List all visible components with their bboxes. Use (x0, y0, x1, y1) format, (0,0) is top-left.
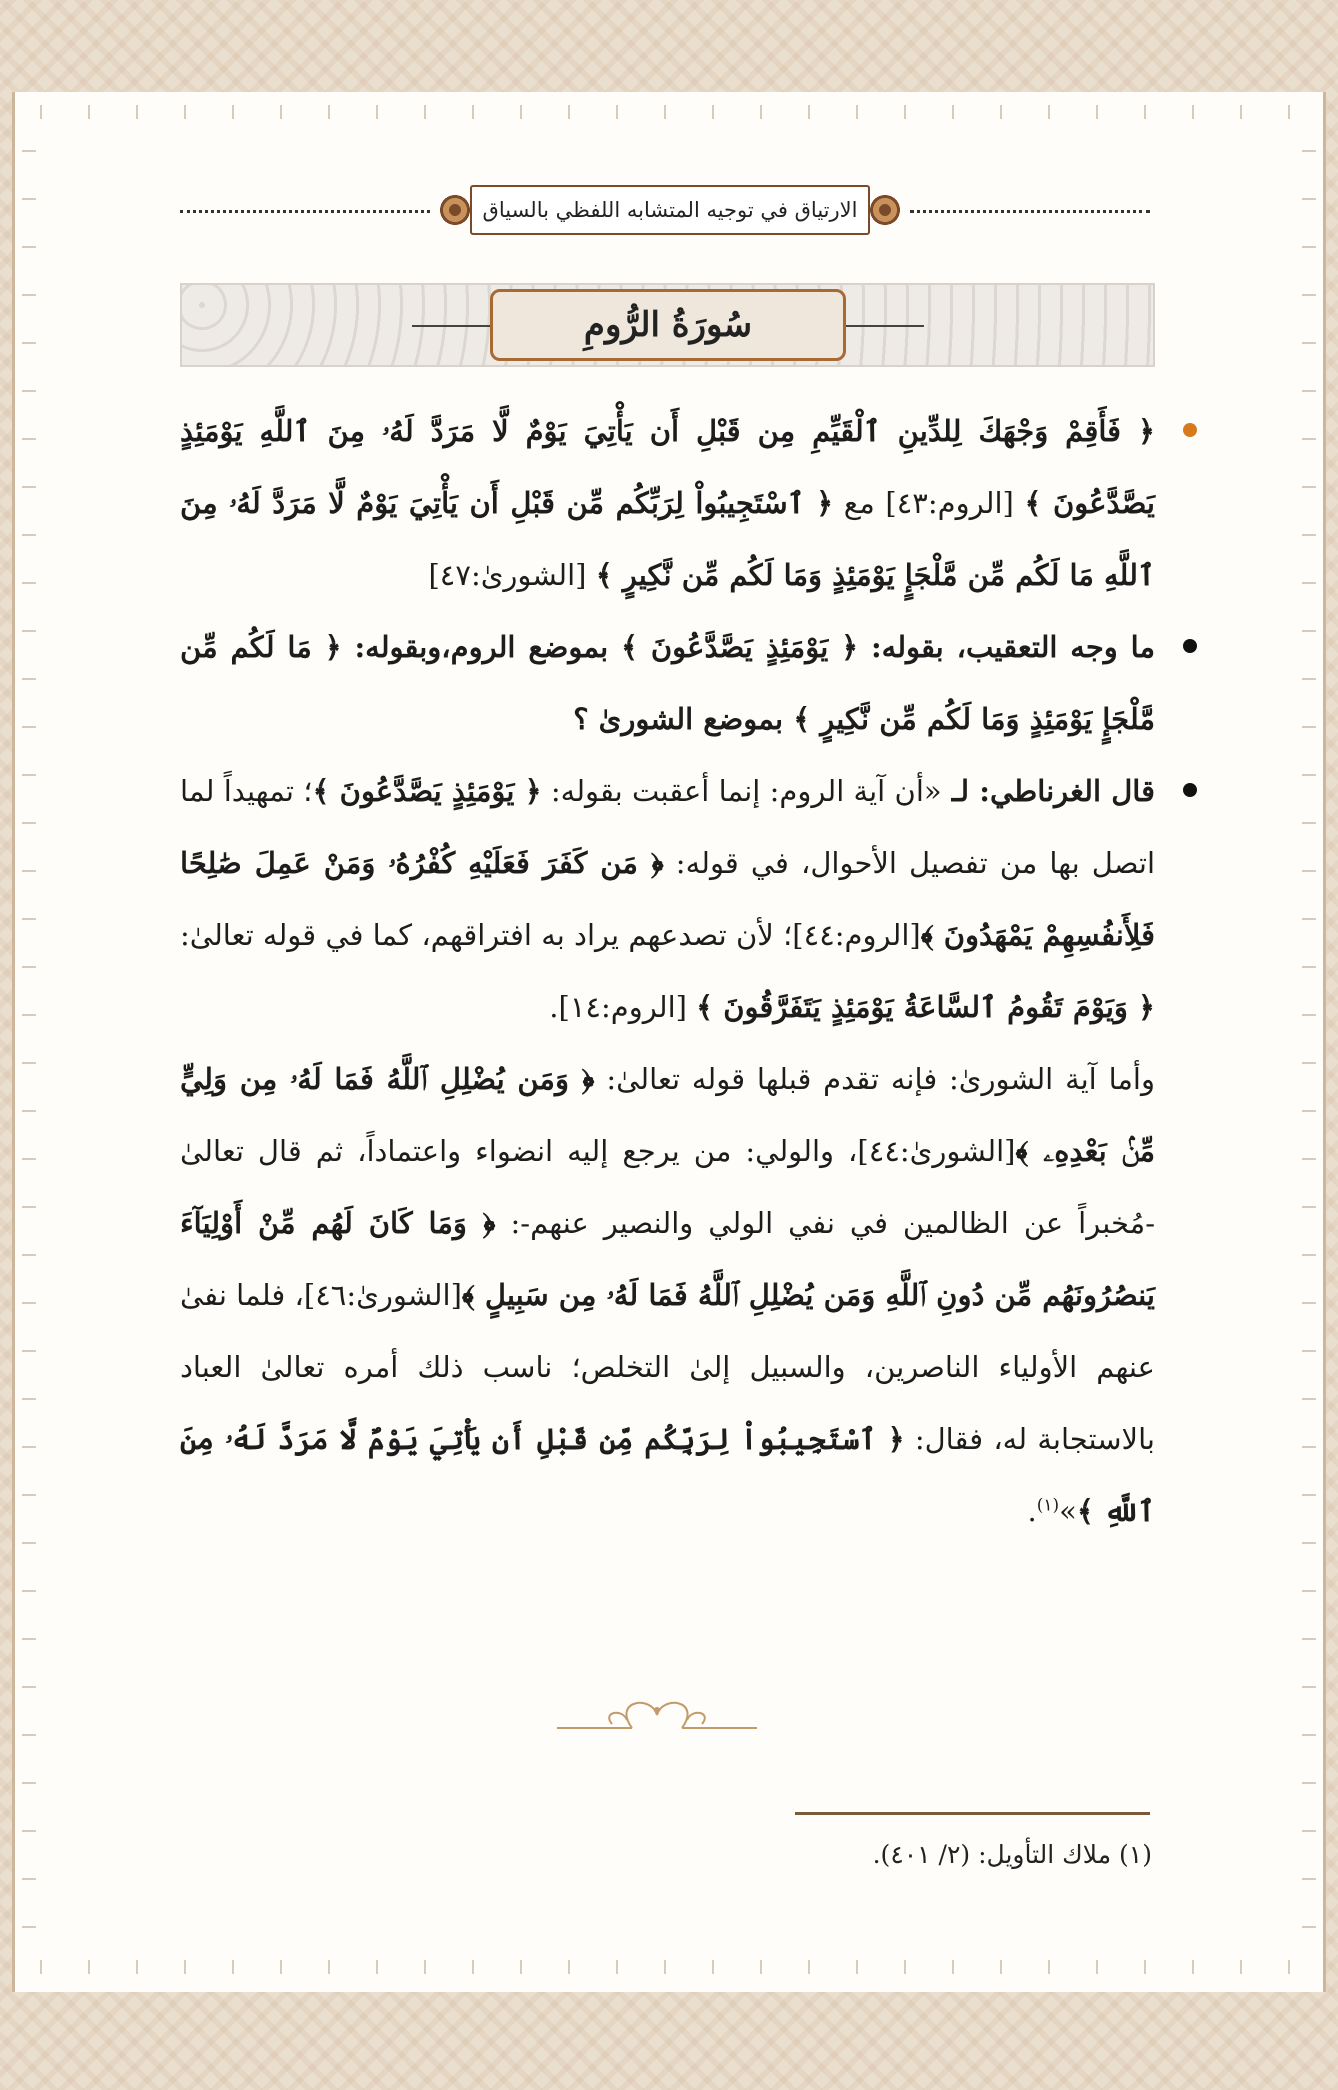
author-label: قال الغرناطي: لـ (941, 774, 1155, 808)
quran-verse: ﴿ مَن كَفَرَ فَعَلَيْهِ كُفْرُهُۥ وَمَنْ عَمِلَ صَٰلِحًا فَلِأَنفُسِهِمْ يَمْهَدُونَ ﴾ (180, 846, 1156, 952)
footnote-marker[interactable]: (١) (1036, 1495, 1060, 1516)
footnote: (١) ملاك التأويل: (٢/ ٤٠١). (872, 1840, 1152, 1869)
quote-text: [الروم:١٤]. (549, 990, 697, 1024)
top-tick-border (40, 105, 1298, 119)
question-text: ما وجه التعقيب، بقوله: (858, 630, 1155, 664)
body-text: [الشورىٰ:٤٦]، فلما نفىٰ عنهم الأولياء الناصرين، والسبيل إلىٰ التخلص؛ ناسب ذلك أمره تعالىٰ العباد بالاستجابة له، فقال: (180, 1278, 1156, 1456)
body-text: . (1027, 1494, 1037, 1528)
running-header (180, 185, 1150, 237)
quran-verse: ﴿ ٱسْتَجِيبُواْ لِرَبِّكُم مِّن قَبْلِ أَن يَأْتِيَ يَوْمٌ لَّا مَرَدَّ لَهُۥ مِنَ ٱللَّهِ ﴾ (180, 1422, 1155, 1528)
question-text: بموضع الروم،وبقوله: (341, 630, 622, 664)
list-item (180, 755, 1155, 1043)
verse-reference: [الشورىٰ:٤٧] (428, 558, 596, 592)
closing-ornament-icon (552, 1690, 762, 1740)
quran-verse: ﴿ يَوْمَئِذٍ يَصَّدَّعُونَ ﴾ (312, 774, 542, 808)
left-tick-border (22, 150, 36, 1970)
body-text: » (1059, 1494, 1077, 1528)
surah-heading-band (180, 283, 1155, 367)
bottom-tick-border (40, 1960, 1298, 1974)
header-title: الارتياق في توجيه المتشابه اللفظي بالسياق (470, 185, 870, 235)
bullet-icon (1183, 639, 1197, 653)
surah-line-right (844, 325, 924, 327)
body-text: [الشورىٰ:٤٤]، والولي: من يرجع إليه انضواء واعتماداً، ثم قال تعالىٰ -مُخبراً عن الظالمين في نفي الولي والنصير عنهم-: (180, 1134, 1156, 1240)
question-text: بموضع الشورىٰ ؟ (573, 702, 794, 736)
list-item (180, 611, 1155, 755)
bullet-icon (1183, 783, 1197, 797)
surah-line-left (412, 325, 492, 327)
quran-verse: ﴿ وَيَوْمَ تَقُومُ ٱلسَّاعَةُ يَوْمَئِذٍ يَتَفَرَّقُونَ ﴾ (696, 990, 1155, 1024)
header-dots-right (910, 210, 1150, 213)
body-paragraph (180, 1043, 1155, 1547)
quran-verse: ﴿ فَأَقِمْ وَجْهَكَ لِلدِّينِ ٱلْقَيِّمِ مِن قَبْلِ أَن يَأْتِيَ يَوْمٌ لَّا مَرَدَّ لَهُۥ مِنَ ٱللَّهِ يَوْمَئِذٍ يَصَّدَّعُونَ ﴾ (180, 414, 1155, 520)
quote-text: «أن آية الروم: إنما أعقبت بقوله: (541, 774, 942, 808)
footnote-separator (795, 1812, 1150, 1815)
body-text: وأما آية الشورىٰ: فإنه تقدم قبلها قوله تعالىٰ: (594, 1062, 1155, 1096)
quran-verse: ﴿ يَوْمَئِذٍ يَصَّدَّعُونَ ﴾ (621, 630, 859, 664)
verse-reference: [الروم:٤٣] مع (833, 486, 1025, 520)
main-text (180, 395, 1155, 1547)
right-tick-border (1302, 150, 1316, 1970)
quran-verse: ﴿ مَا لَكُم مِّن مَّلْجَإٍ يَوْمَئِذٍ وَمَا لَكُم مِّن نَّكِيرٍ ﴾ (180, 630, 1155, 736)
quote-text: [الروم:٤٤]؛ لأن تصدعهم يراد به افتراقهم، كما في قوله تعالىٰ: (180, 918, 921, 952)
bullet-icon (1183, 423, 1197, 437)
quran-verse: ﴿ ٱسْتَجِيبُواْ لِرَبِّكُم مِّن قَبْلِ أَن يَأْتِيَ يَوْمٌ لَّا مَرَدَّ لَهُۥ مِنَ ٱللَّهِ مَا لَكُم مِّن مَّلْجَإٍ يَوْمَئِذٍ وَمَا لَكُم مِّن نَّكِيرٍ ﴾ (180, 486, 1155, 592)
quote-text: ؛ تمهيداً لما اتصل بها من تفصيل الأحوال، في قوله: (180, 774, 1155, 880)
surah-title: سُورَةُ الرُّومِ (490, 289, 846, 361)
list-item (180, 395, 1155, 611)
quran-verse: ﴿ وَمَا كَانَ لَهُم مِّنْ أَوْلِيَآءَ يَنصُرُونَهُم مِّن دُونِ ٱللَّهِ وَمَن يُضْلِلِ ٱللَّهُ فَمَا لَهُۥ مِن سَبِيلٍ ﴾ (180, 1206, 1155, 1312)
quran-verse: ﴿ وَمَن يُضْلِلِ ٱللَّهُ فَمَا لَهُۥ مِن وَلِيٍّ مِّنۢ بَعْدِهِۦ ﴾ (180, 1062, 1156, 1168)
header-dots-left (180, 210, 430, 213)
